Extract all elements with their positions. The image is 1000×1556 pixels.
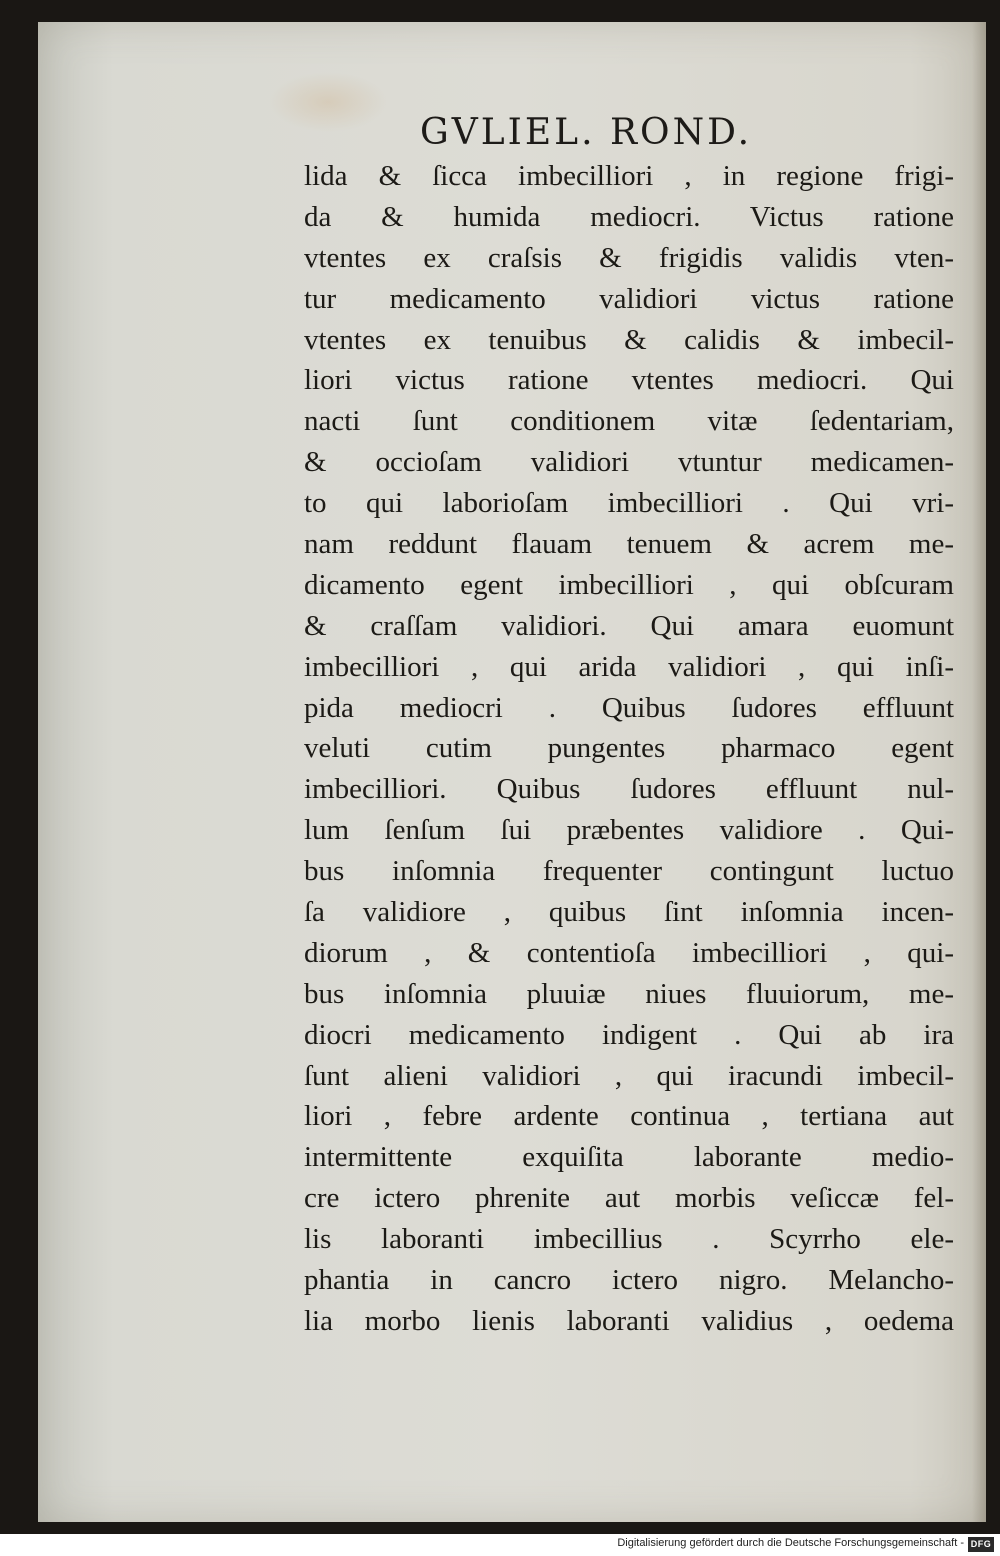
text-line: liori , febre ardente continua , tertiana aut [304,1100,954,1133]
text-line: intermittente exquiſita laborante medio- [304,1141,954,1174]
text-line: da & humida mediocri. Victus ratione [304,200,954,233]
text-line: veluti cutim pungentes pharmaco egent [304,732,954,765]
text-line: lida & ſicca imbecilliori , in regione frigi- [304,160,954,192]
text-line: bus inſomnia pluuiæ niues fluuiorum, me- [304,977,954,1010]
text-line: cre ictero phrenite aut morbis veſiccæ fel- [304,1182,954,1215]
text-line: lum ſenſum ſui præbentes validiore . Qui- [304,814,954,847]
text-line: ſunt alieni validiori , qui iracundi imbecil- [304,1059,954,1092]
text-line: diocri medicamento indigent . Qui ab ira [304,1018,954,1051]
text-line: diorum , & contentioſa imbecilliori , qui- [304,936,954,969]
funding-credit: Digitalisierung gefördert durch die Deutsche Forschungsgemeinschaft - [617,1537,964,1549]
text-line: vtentes ex craſsis & frigidis validis vten- [304,241,954,274]
footer-bar [0,1534,1000,1556]
text-line: imbecilliori , qui arida validiori , qui inſi- [304,650,954,683]
dfg-logo: DFG [968,1537,994,1552]
text-line: ſa validiore , quibus ſint inſomnia incen- [304,896,954,929]
text-line: phantia in cancro ictero nigro. Melancho- [304,1264,954,1297]
text-line: & craſſam validiori. Qui amara euomunt [304,609,954,642]
text-line: to qui laborioſam imbecilliori . Qui vri- [304,487,954,520]
text-line: tur medicamento validiori victus ratione [304,282,954,315]
text-line: liori victus ratione vtentes mediocri. Qui [304,364,954,397]
text-line: pida mediocri . Quibus ſudores effluunt [304,691,954,724]
paper-stain [268,72,388,132]
text-line: bus inſomnia frequenter contingunt luctuo [304,855,954,888]
text-line: nam reddunt flauam tenuem & acrem me- [304,528,954,561]
text-line: & occioſam validiori vtuntur medicamen- [304,446,954,479]
text-line: lis laboranti imbecillius . Scyrrho ele- [304,1223,954,1256]
running-head: GVLIEL. ROND. [420,112,753,153]
page-edge-shadow [972,22,986,1522]
text-line: nacti ſunt conditionem vitæ ſedentariam, [304,405,954,438]
text-line: imbecilliori. Quibus ſudores effluunt nul- [304,773,954,806]
text-line: dicamento egent imbecilliori , qui obſcuram [304,568,954,601]
body-text [304,156,954,1342]
text-line: vtentes ex tenuibus & calidis & imbecil- [304,323,954,356]
text-line: lia morbo lienis laboranti validius , oedema [304,1304,954,1337]
